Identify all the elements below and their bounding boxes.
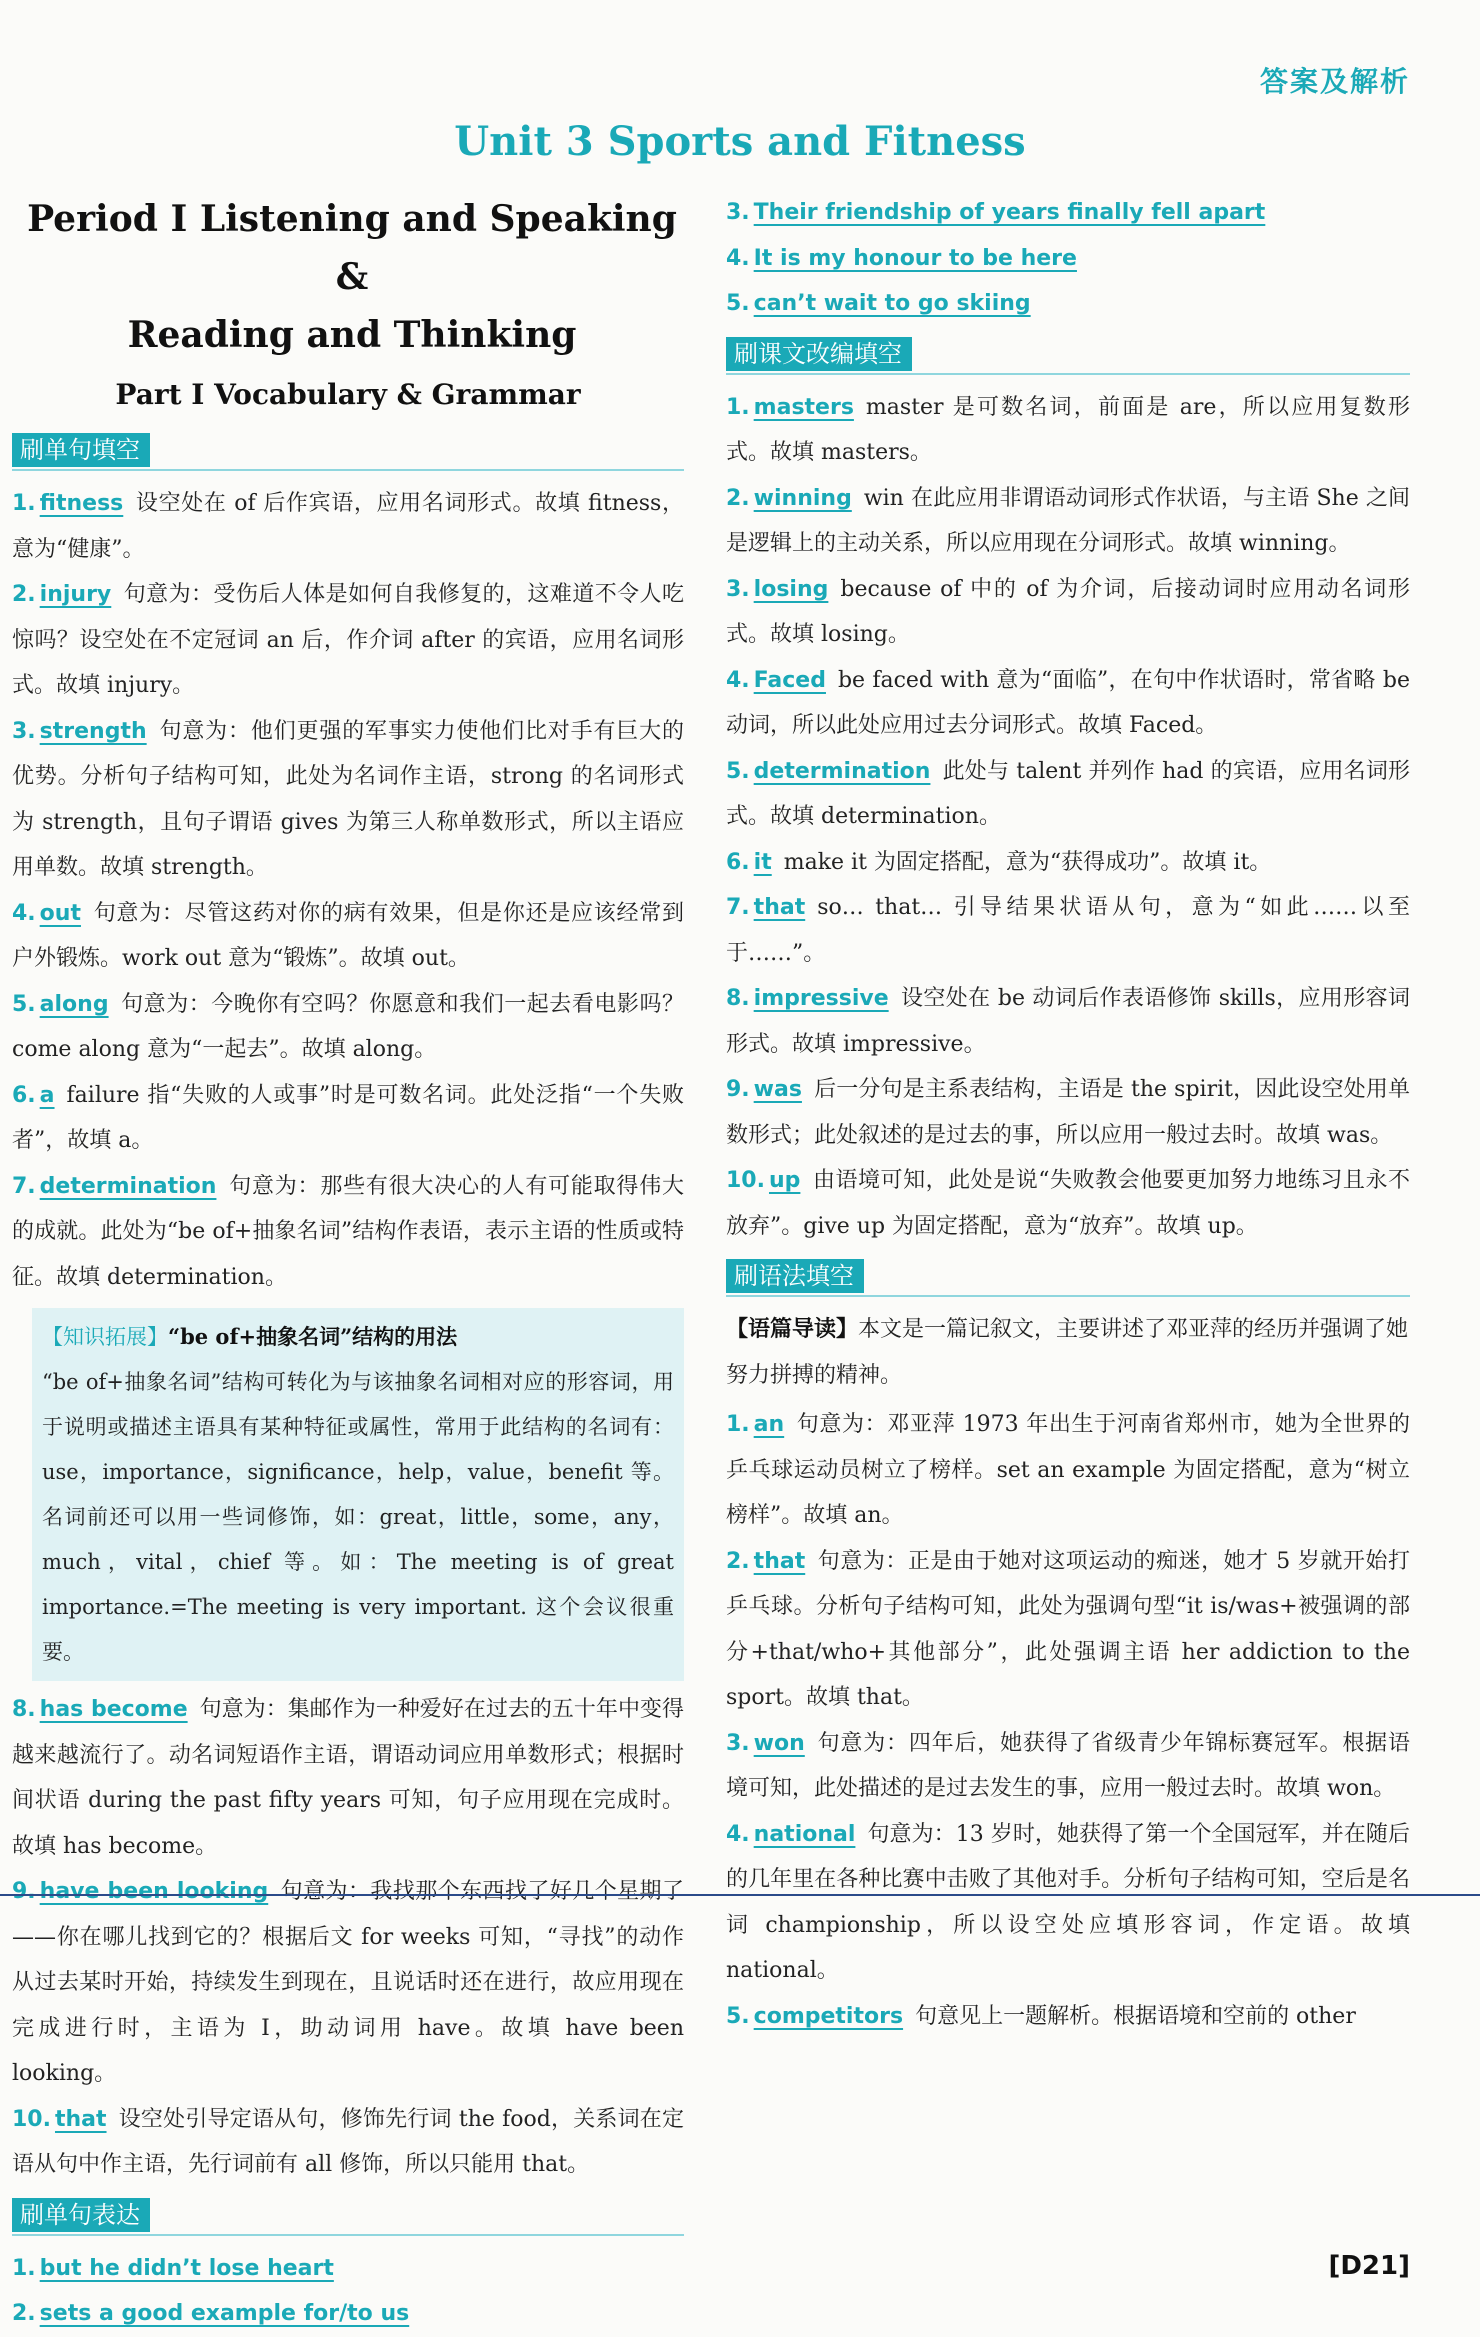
answer-item — [12, 481, 684, 572]
answer-text: competitors — [753, 2003, 904, 2029]
item-number: 2. — [726, 1548, 750, 1574]
answer-text: but he didn’t lose heart — [39, 2255, 334, 2281]
explanation-text: make it 为固定搭配，意为“获得成功”。故填 it。 — [783, 849, 1272, 875]
item-number: 3. — [726, 576, 750, 602]
item-number: 4. — [12, 900, 36, 926]
knowledge-tip-box — [32, 1308, 684, 1681]
answer-text: losing — [753, 576, 829, 602]
answer-item — [726, 1158, 1410, 1249]
section-label: 刷课文改编填空 — [726, 337, 912, 371]
item-number: 4. — [726, 245, 750, 271]
guide-head: 【语篇导读】 — [726, 1316, 859, 1342]
item-number: 4. — [726, 1821, 750, 1847]
item-number: 8. — [726, 986, 750, 1011]
item-number: 2. — [12, 582, 36, 607]
item-number: 6. — [726, 849, 750, 875]
answer-item — [12, 891, 684, 982]
explanation-text: win 在此应用非谓语动词形式作状语，与主语 She 之间是逻辑上的主动关系，所以应用现在分词形式。故填 winning。 — [726, 485, 1410, 556]
item-number: 7. — [12, 1173, 36, 1199]
tip-body: “be of+抽象名词”结构可转化为与该抽象名词相对应的形容词，用于说明或描述主语具有某种特征或属性，常用于此结构的名词有：use，importance，significance，help，value，benefit 等。名词前还可以用一些词修饰，如：great，little，some，any，much，vital，chief 等。如：The meeting is of great importance.=The meeting is very important. 这个会议很重要。 — [42, 1370, 674, 1664]
answer-item — [726, 749, 1410, 840]
answer-item — [12, 1869, 684, 2097]
left-answer-list — [12, 481, 684, 1300]
answer-text: that — [753, 895, 806, 920]
item-number: 3. — [726, 200, 750, 225]
answer-item — [726, 658, 1410, 749]
answer-text: a — [39, 1082, 55, 1108]
answer-text: that — [753, 1548, 806, 1574]
left-column — [12, 190, 684, 2337]
answer-text: an — [753, 1412, 785, 1437]
answer-text: it — [753, 849, 772, 875]
answer-text: was — [753, 1077, 802, 1102]
item-number: 3. — [726, 1730, 750, 1756]
period-title — [12, 190, 684, 364]
right-answer-list-2 — [726, 1402, 1410, 2039]
item-number: 1. — [12, 2255, 36, 2281]
item-number: 5. — [726, 2003, 750, 2029]
unit-title: Unit 3 Sports and Fitness — [454, 118, 1026, 165]
explanation-text: 句意见上一题解析。根据语境和空前的 other — [915, 2003, 1356, 2029]
explanation-text: 由语境可知，此处是说“失败教会他要更加努力地练习且永不放弃”。give up 为固定搭配，意为“放弃”。故填 up。 — [726, 1168, 1410, 1239]
period-title-line1: Period Ⅰ Listening and Speaking & — [27, 198, 677, 298]
explanation-text: 句意为：13 岁时，她获得了第一个全国冠军，并在随后的几年里在各种比赛中击败了其他对手。分析句子结构可知，空后是名词 championship，所以设空处应填形容词，作定语。故填 national。 — [726, 1821, 1410, 1983]
section-sentence-expression — [12, 2198, 684, 2236]
answer-item — [12, 982, 684, 1073]
item-number: 4. — [726, 667, 750, 693]
answer-item — [726, 1539, 1410, 1721]
answer-item — [726, 1067, 1410, 1158]
item-number: 2. — [12, 2301, 36, 2326]
answer-item — [12, 572, 684, 709]
answer-item — [726, 1812, 1410, 1994]
item-number: 2. — [726, 485, 750, 511]
answer-item — [726, 885, 1410, 976]
item-number: 7. — [726, 895, 750, 920]
explanation-text: 句意为：正是由于她对这项运动的痴迷，她才 5 岁就开始打乒乓球。分析句子结构可知，此处为强调句型“it is/was+被强调的部分+that/who+其他部分”，此处强调主语 her addiction to the sport。故填 that。 — [726, 1548, 1410, 1710]
answer-text: fitness — [39, 491, 124, 516]
right-expression-list — [726, 190, 1410, 327]
answer-item — [726, 385, 1410, 476]
item-number: 9. — [726, 1077, 750, 1102]
answer-text: determination — [753, 758, 931, 784]
item-number: 1. — [12, 491, 36, 516]
tip-title: “be of+抽象名词”结构的用法 — [168, 1324, 458, 1349]
page-number: [D21] — [1328, 2251, 1410, 2281]
answer-item — [726, 840, 1410, 886]
explanation-text: 设空处引导定语从句，修饰先行词 the food，关系词在定语从句中作主语，先行词前有 all 修饰，所以只能用 that。 — [12, 2106, 684, 2177]
item-number: 8. — [12, 1697, 36, 1722]
answer-text: Their friendship of years finally fell apart — [753, 200, 1266, 225]
section-grammar-fill — [726, 1259, 1410, 1297]
answer-item — [726, 190, 1410, 236]
answer-text: sets a good example for/to us — [39, 2301, 410, 2326]
answer-text: has become — [39, 1697, 188, 1722]
explanation-text: 此处与 talent 并列作 had 的宾语，应用名词形式。故填 determination。 — [726, 758, 1410, 829]
answer-item — [12, 2097, 684, 2188]
answer-item — [12, 1073, 684, 1164]
answer-item — [726, 476, 1410, 567]
answer-text: have been looking — [39, 1879, 269, 1904]
explanation-text: 句意为：集邮作为一种爱好在过去的五十年中变得越来越流行了。动名词短语作主语，谓语动词应用单数形式；根据时间状语 during the past fifty years 可知，句子应用现在完成时。故填 has become。 — [12, 1697, 684, 1859]
answer-item — [12, 2246, 684, 2292]
explanation-text: so… that… 引导结果状语从句，意为“如此……以至于……”。 — [726, 895, 1410, 966]
item-number: 6. — [12, 1082, 36, 1108]
item-number: 1. — [726, 394, 750, 420]
answer-item — [726, 1994, 1410, 2040]
item-number: 10. — [726, 1168, 765, 1193]
section-label: 刷单句填空 — [12, 433, 150, 467]
explanation-text: 设空处在 of 后作宾语，应用名词形式。故填 fitness，意为“健康”。 — [12, 491, 684, 562]
item-number: 10. — [12, 2106, 51, 2132]
answer-key-label: 答案及解析 — [1259, 65, 1410, 98]
section-label: 刷语法填空 — [726, 1259, 864, 1293]
answer-item — [726, 567, 1410, 658]
explanation-text: be faced with 意为“面临”，在句中作状语时，常省略 be 动词，所以此处应用过去分词形式。故填 Faced。 — [726, 667, 1410, 738]
answer-text: Faced — [753, 667, 826, 693]
answer-text: It is my honour to be here — [753, 245, 1077, 271]
explanation-text: 句意为：他们更强的军事实力使他们比对手有巨大的优势。分析句子结构可知，此处为名词作主语，strong 的名词形式为 strength，且句子谓语 gives 为第三人称单数形式，所以主语应用单数。故填 strength。 — [12, 718, 684, 880]
explanation-text: 句意为：尽管这药对你的病有效果，但是你还是应该经常到户外锻炼。work out 意为“锻炼”。故填 out。 — [12, 900, 684, 971]
answer-text: determination — [39, 1173, 217, 1199]
item-number: 5. — [726, 758, 750, 784]
section-sentence-fill — [12, 433, 684, 471]
item-number: 1. — [726, 1412, 750, 1437]
answer-text: won — [753, 1730, 805, 1756]
left-answer-list-2 — [12, 1687, 684, 2188]
item-number: 5. — [12, 991, 36, 1017]
answer-text: injury — [39, 582, 112, 607]
answer-text: strength — [39, 718, 147, 744]
answer-text: that — [54, 2106, 107, 2132]
section-label: 刷单句表达 — [12, 2198, 150, 2232]
explanation-text: 句意为：受伤后人体是如何自我修复的，这难道不令人吃惊吗？设空处在不定冠词 an 后，作介词 after 的宾语，应用名词形式。故填 injury。 — [12, 582, 684, 698]
explanation-text: 句意为：今晚你有空吗？你愿意和我们一起去看电影吗？come along 意为“一起去”。故填 along。 — [12, 991, 684, 1062]
part-title: Part Ⅰ Vocabulary & Grammar — [115, 378, 581, 411]
explanation-text: 句意为：四年后，她获得了省级青少年锦标赛冠军。根据语境可知，此处描述的是过去发生的事，应用一般过去时。故填 won。 — [726, 1730, 1410, 1801]
answer-text: can’t wait to go skiing — [753, 291, 1031, 316]
guide-body: 本文是一篇记叙文，主要讲述了邓亚萍的经历并强调了她努力拼搏的精神。 — [726, 1317, 1409, 1388]
answer-text: winning — [753, 485, 852, 511]
section-text-adapted-fill — [726, 337, 1410, 375]
explanation-text: 句意为：我找那个东西找了好几个星期了——你在哪儿找到它的？根据后文 for weeks 可知，“寻找”的动作从过去某时开始，持续发生到现在，且说话时还在进行，故应用现在完成进行时，主语为 I，助动词用 have。故填 have been looking。 — [12, 1879, 684, 2086]
explanation-text: 句意为：那些有很大决心的人有可能取得伟大的成就。此处为“be of+抽象名词”结构作表语，表示主语的性质或特征。故填 determination。 — [12, 1173, 684, 1290]
item-number: 5. — [726, 291, 750, 316]
answer-item — [726, 976, 1410, 1067]
answer-text: along — [39, 991, 109, 1017]
explanation-text: 后一分句是主系表结构，主语是 the spirit，因此设空处用单数形式；此处叙述的是过去的事，所以应用一般过去时。故填 was。 — [726, 1077, 1410, 1148]
item-number: 3. — [12, 718, 36, 744]
right-column — [726, 190, 1410, 2039]
tip-head: 【知识拓展】 — [42, 1325, 168, 1349]
answer-text: impressive — [753, 986, 889, 1011]
answer-item — [726, 236, 1410, 282]
horizontal-rule — [0, 1894, 1480, 1896]
explanation-text: because of 中的 of 为介词，后接动词时应用动名词形式。故填 losing。 — [726, 576, 1410, 647]
explanation-text: 设空处在 be 动词后作表语修饰 skills，应用形容词形式。故填 impressive。 — [726, 986, 1410, 1057]
period-title-line2: Reading and Thinking — [127, 314, 577, 356]
passage-guide — [726, 1307, 1410, 1398]
answer-item — [12, 1164, 684, 1301]
answer-item — [726, 1721, 1410, 1812]
explanation-text: 句意为：邓亚萍 1973 年出生于河南省郑州市，她为全世界的乒乓球运动员树立了榜样。set an example 为固定搭配，意为“树立榜样”。故填 an。 — [726, 1412, 1410, 1528]
answer-text: up — [768, 1168, 801, 1193]
answer-item — [12, 2291, 684, 2337]
explanation-text: failure 指“失败的人或事”时是可数名词。此处泛指“一个失败者”，故填 a。 — [12, 1082, 684, 1153]
answer-item — [726, 281, 1410, 327]
right-answer-list — [726, 385, 1410, 1250]
answer-item — [12, 1687, 684, 1869]
answer-text: masters — [753, 394, 854, 420]
item-number: 9. — [12, 1879, 36, 1904]
answer-text: out — [39, 900, 81, 926]
answer-item — [12, 709, 684, 891]
left-expression-list — [12, 2246, 684, 2337]
explanation-text: master 是可数名词，前面是 are，所以应用复数形式。故填 masters。 — [726, 394, 1410, 465]
answer-item — [726, 1402, 1410, 1539]
answer-text: national — [753, 1821, 856, 1847]
